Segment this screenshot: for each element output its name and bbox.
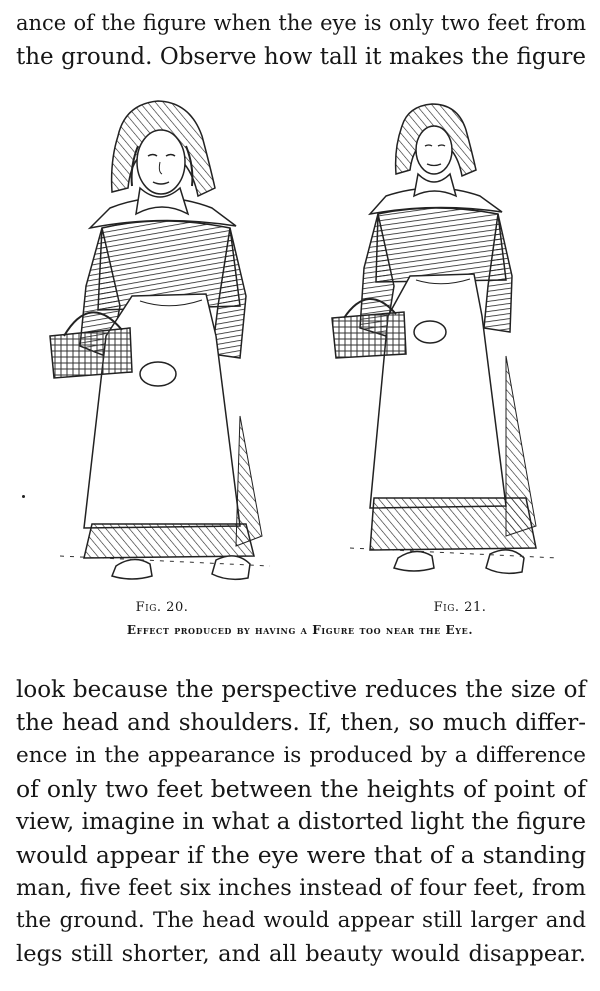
figure-caption: Effect produced by having a Figure too near the Eye. — [126, 623, 474, 637]
paragraph-line: would appear if the eye were that of a standing — [16, 841, 586, 869]
paragraph-line: man, five feet six inches instead of four feet, from — [16, 875, 586, 901]
paragraph-line: ance of the figure when the eye is only two feet from — [16, 11, 586, 35]
paragraph-line: the ground. The head would appear still larger and — [16, 908, 586, 933]
paragraph-line: the head and shoulders. If, then, so much differ- — [16, 710, 586, 736]
paragraph-line: view, imagine in what a distorted light the figure — [16, 809, 586, 835]
figure-21-label: Fig. 21. — [433, 600, 487, 615]
paragraph-line: of only two feet between the heights of point of — [16, 775, 586, 803]
figure-20-label: Fig. 20. — [135, 600, 189, 615]
paragraph-line: ence in the appearance is produced by a difference — [16, 743, 586, 768]
paragraph-line: look because the perspective reduces the size of — [16, 677, 586, 703]
printing-speck — [22, 495, 25, 498]
paragraph-line: the ground. Observe how tall it makes the figure — [16, 44, 586, 70]
figure-21-illustration — [330, 96, 580, 601]
figure-20-illustration — [40, 96, 290, 601]
paragraph-line: legs still shorter, and all beauty would disappear. — [16, 941, 586, 967]
